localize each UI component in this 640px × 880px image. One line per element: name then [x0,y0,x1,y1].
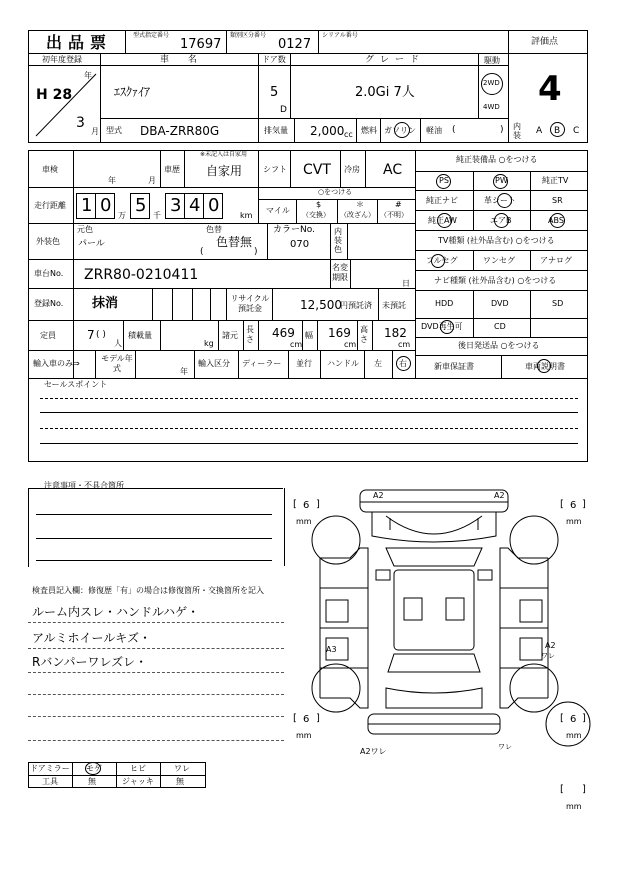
spare-tire-unit: mm [566,802,582,811]
interior-label: 内装 [513,122,521,140]
tools-value: 無 [88,777,96,786]
chassis-label: 車台No. [34,269,64,278]
damage-wa-right: ワレ [541,652,555,660]
first-registration-label: 初年度登録 [42,55,82,64]
history-label: 車歴 [164,165,180,174]
tire-front-right-bracket-close: ] [582,499,586,510]
history-note: ※未記入は自家用 [200,151,248,158]
jack-label: ジャッキ [122,777,154,786]
odometer-unknown: （不明） [380,211,408,219]
import-label: 輸入車のみ⇒ [33,359,80,368]
equip-pw-circle [493,174,508,189]
remark-2: アルミホイールキズ・ [32,631,152,645]
class-number-label: 類別区分番号 [230,32,267,39]
cc-unit: cc [344,130,353,139]
tire-rear-left-unit: mm [296,731,312,740]
car-name-label: 車 名 [160,55,205,65]
remark-1: ルーム内スレ・ハンドルハゲ・ [32,605,200,619]
break-label: ワレ [174,764,190,773]
inspection-year-unit: 年 [108,176,116,185]
odometer-hash: # [395,200,402,209]
interior-b: B [554,126,561,136]
after-ship-label: 後日発送品 ○をつける [458,341,540,350]
mileage-digit-3-text: 5 [135,195,147,216]
nav-sd: SD [552,299,564,308]
grade-value: 2.0Gi 7人 [355,85,415,100]
mileage-digit-5-text: 4 [189,195,201,216]
import-type-label: 輸入区分 [198,359,230,368]
tire-front-left-value: 6 [303,500,310,511]
equip-leather: 革シート [484,196,516,205]
length-value: 469 [272,326,295,340]
ac-value: AC [383,162,403,178]
equip-abs-circle [550,213,565,228]
equip-airbag-circle [494,213,509,228]
equip-aw-circle [437,213,452,228]
exterior-color-label: 外装色 [36,237,60,246]
fuel-label: 燃料 [361,126,377,135]
width-value: 169 [328,326,351,340]
width-label: 幅 [305,331,313,340]
name-change-day-unit: 日 [402,279,410,288]
damage-a2-front-right: A2 [494,491,505,500]
mileage-digit-6-text: 0 [208,195,220,216]
model-value: DBA-ZRR80G [140,124,220,138]
class-number-value: 0127 [278,37,312,52]
diesel-paren-open: ( [452,125,456,135]
tire-rear-left-bracket-close: ] [316,713,320,724]
original-color: パール [78,239,105,249]
interior-c: C [573,126,580,136]
tv-fullseg: フルセグ [426,256,458,265]
length-label: 長さ [246,325,254,344]
original-color-label: 元色 [77,225,93,234]
height-value: 182 [384,326,407,340]
odometer-dollar: $ [316,200,322,209]
recycle-amount: 12,500 [300,298,342,312]
spare-tire-bracket: [ [560,784,564,795]
km-unit: km [240,211,253,220]
registration-month: 3 [76,115,85,131]
after-warranty: 新車保証書 [434,362,474,371]
grade-label: グレード [365,55,426,65]
equip-aw: 純正AW [428,216,457,225]
tire-front-left-bracket-close: ] [316,499,320,510]
fuel-gasoline-circle [394,122,410,138]
handle-label: ハンドル [327,359,359,368]
registration-slash [30,66,100,142]
equip-sr: SR [552,196,563,205]
spare-tire-bracket-close: ] [582,784,586,795]
tv-fullseg-circle [431,254,445,268]
registration-value: 抹消 [92,296,119,311]
year-unit: 年 [84,71,92,80]
recycle-label: リサイクル預託金 [230,294,270,313]
nav-hdd: HDD [435,299,454,308]
width-unit: cm [344,340,357,349]
odometer-exchange: （交換） [302,211,330,219]
chassis-number: ZRR80-0210411 [84,267,199,283]
auth-number-label: 型式指定番号 [133,32,170,39]
color-paren-open: ( [200,247,204,257]
load-kg-unit: kg [204,339,214,348]
tv-oneseg: ワンセグ [483,256,515,265]
displacement-label: 排気量 [264,126,288,135]
load-label: 積載量 [128,331,152,340]
door-type: D [280,105,287,115]
doors-value: 5 [270,85,279,100]
nav-type-label: ナビ種類 (社外品含む) ○をつける [434,276,557,285]
color-paren-close: ) [254,247,258,257]
inspection-label: 車検 [42,165,58,174]
tire-rear-left-value: 6 [303,714,310,725]
shift-label: シフト [263,165,287,174]
tools-label: 工具 [42,777,58,786]
tire-rear-left-bracket: [ [293,713,297,724]
name-change-label: 名変期限 [332,263,348,282]
tire-front-right-value: 6 [570,500,577,511]
odometer-tampered: （改ざん） [340,211,375,219]
dimensions-label: 諸元 [222,331,238,340]
model-year-unit: 年 [180,367,188,376]
sales-point-label: セールスポイント [44,380,108,389]
inspector-label: 検査員記入欄：修復歴「有」の場合は修復箇所・交換箇所を記入 [32,586,264,595]
height-unit: cm [398,340,411,349]
mileage-digit-4-text: 3 [170,195,182,216]
height-label: 高さ [360,325,368,344]
equip-tv: 純正TV [542,176,569,185]
jack-value: 無 [176,777,184,786]
door-mirror-label: ドアミラー [30,764,70,773]
tire-rear-right-bracket-close: ] [582,713,586,724]
handle-left: 左 [374,359,382,368]
caution-label: 注意事項・不具合箇所 [44,481,124,490]
crack-label: ヒビ [130,764,146,773]
tire-front-left-bracket: [ [293,499,297,510]
nav-dvd-playable: DVD再生可 [421,322,463,331]
sen-unit: 千 [153,211,161,220]
after-manual: 車両説明書 [525,362,565,371]
mileage-digit-2-text: 0 [100,195,112,216]
history-value: 自家用 [206,164,243,178]
auth-number-value: 17697 [180,37,222,52]
car-name: ｴｽｸｧｲｱ [114,85,151,99]
tv-type-label: TV種類 (社外品含む) ○をつける [438,236,555,245]
damage-a2-front-left: A2 [373,491,384,500]
color-number-label: カラーNo. [273,225,315,235]
equip-ps-circle [436,174,451,189]
doors-label: ドア数 [262,55,286,64]
caution-bracket [28,488,283,567]
drive-4wd: 4WD [483,103,500,111]
fuel-diesel: 軽油 [426,126,442,135]
tv-analog: アナログ [540,256,572,265]
odometer-asterisk: ＊ [356,200,364,209]
nav-dvd-playable-circle [440,320,454,334]
capacity-value: 7 [87,328,95,342]
mileage-digit-1-text: 1 [81,195,93,216]
mileage-label: 走行距離 [34,201,66,210]
serial-number-label: シリアル番号 [322,32,358,39]
drive-label: 駆動 [484,56,500,65]
inspection-month-unit: 月 [148,176,156,185]
capacity-label: 定員 [40,331,56,340]
fuel-gasoline: ガソリン [384,126,416,135]
nav-dvd: DVD [491,299,509,308]
interior-a: A [536,126,543,136]
import-dealer: ディーラー [242,359,282,368]
remark-3: Rバンパーワレズレ・ [32,655,148,669]
drive-2wd: 2WD [483,79,500,87]
color-change-label: 色替 [206,225,222,234]
genuine-equipment-label: 純正装備品 ○をつける [456,155,538,164]
recycle-status: 円預託済 [340,301,372,310]
damage-a3: A3 [326,645,337,654]
equip-ps: PS [439,176,449,185]
after-manual-circle [537,359,551,373]
form-title: 出品票 [46,33,113,52]
model-label: 型式 [106,126,122,135]
equip-navi: 純正ナビ [426,196,458,205]
color-change-value: 色替無 [216,235,253,249]
odometer-mile: マイル [266,206,290,215]
tire-front-right-unit: mm [566,517,582,526]
odometer-circle-note: ○をつける [318,188,353,196]
equip-pw: PW [495,176,508,185]
ac-label: 冷房 [344,165,360,174]
car-diagram [290,478,600,778]
shift-value: CVT [303,162,331,178]
registration-year: H 28 [36,87,73,103]
tire-front-left-unit: mm [296,517,312,526]
nav-cd: CD [494,322,506,331]
capacity-paren: ( ) [96,330,106,340]
door-mirror-circle [85,762,101,775]
caution-bracket-right [280,488,285,566]
man-unit: 万 [118,211,126,220]
import-parallel: 並行 [296,359,312,368]
tire-rear-right-value: 6 [570,714,577,725]
tire-rear-right-bracket: [ [560,713,564,724]
handle-right: 右 [399,359,407,368]
equip-leather-circle [497,193,512,208]
capacity-unit: 人 [114,339,122,348]
diesel-paren-close: ) [500,125,504,135]
equip-abs: ABS [548,216,564,225]
not-deposited: 未預託 [382,301,406,310]
score-value: 4 [538,69,562,109]
registration-label: 登録No. [34,299,64,308]
model-year-label: モデル年式 [101,354,133,373]
displacement-value: 2,000 [310,124,345,138]
equip-airbag: エアB [490,216,512,225]
month-unit: 月 [91,127,99,136]
door-mirror-value: モゲ [86,764,102,773]
damage-wa-rear: ワレ [498,743,512,751]
score-label: 評価点 [531,37,559,47]
damage-a2-right: A2 [545,641,556,650]
tire-rear-right-unit: mm [566,731,582,740]
damage-a2-rear: A2ワレ [360,747,387,756]
tire-front-right-bracket: [ [560,499,564,510]
interior-color-label: 内装色 [334,227,342,254]
length-unit: cm [290,340,303,349]
color-number: 070 [290,239,310,250]
